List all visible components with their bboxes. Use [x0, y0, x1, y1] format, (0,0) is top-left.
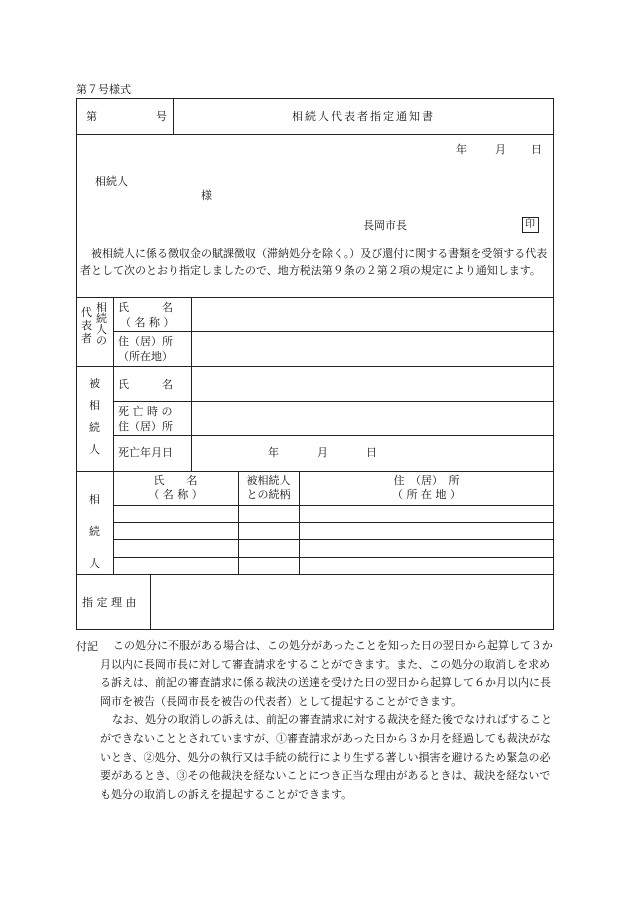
date-month: 月: [495, 143, 506, 156]
rep-inner-char-3: 人: [96, 323, 107, 336]
rep-inner-char-4: の: [96, 334, 107, 347]
dec-death-month: 月: [317, 446, 328, 459]
dec-name-label: 氏 名: [118, 378, 173, 391]
decedent-top-line: [76, 366, 554, 367]
reason-label: 指 定 理 由: [82, 596, 137, 609]
notes-paragraph-1: この処分に不服がある場合は、この処分があったことを知った日の翌日から起算して３か月以内に長岡市長に対して審査請求をすることができます。また、この処分の取消しを求める訴えは、前記の審査請求に係る裁決の送達を受けた日の翌日から起算して６か月以内に長岡市を被告（長岡市長を被告の代表者）として提起することができます。: [100, 639, 553, 708]
decedent-group-label: [89, 373, 101, 461]
document-title: 相続人代表者指定通知書: [292, 110, 435, 123]
seal-mark: 印: [525, 219, 535, 230]
rep-inner-char-1: 相: [96, 301, 107, 314]
notes-label: 付記: [76, 640, 98, 653]
heirs-label-char-2: 続: [89, 525, 100, 538]
representative-group-label-inner: [96, 302, 108, 346]
rep-label-char-1: 代: [81, 306, 92, 319]
seal-box: [522, 217, 539, 233]
header-divider: [76, 134, 554, 135]
rep-label-char-3: 者: [81, 332, 92, 345]
heirs-row-line-4: [113, 557, 554, 558]
number-label-right: 号: [156, 110, 167, 123]
form-number: 第７号様式: [76, 83, 131, 96]
heirs-top-line: [76, 471, 554, 472]
rep-label-char-2: 表: [81, 319, 92, 332]
heirs-col-split-1: [238, 471, 239, 574]
rep-name-label: 氏 名: [118, 301, 173, 314]
heirs-col-relation-2: との続柄: [246, 488, 291, 501]
reason-split: [150, 574, 151, 630]
heirs-col-address: 住 （居） 所: [393, 474, 460, 487]
dec-address-label-1: 死 亡 時 の: [118, 405, 173, 418]
form-frame: [76, 98, 554, 630]
heirs-col-relation-1: 被相続人: [246, 474, 291, 487]
dec-label-char-3: 続: [89, 421, 100, 434]
rep-inner-char-2: 続: [96, 312, 107, 325]
addressee-honorific: 様: [201, 189, 212, 202]
heirs-label-char-3: 人: [89, 557, 100, 570]
heirs-col-address-sub: （ 所 在 地 ）: [392, 488, 461, 501]
issuer-name: 長岡市長: [363, 219, 407, 232]
dec-address-label-2: 住（居）所: [118, 420, 173, 433]
heirs-col-name-sub: （ 名 称 ）: [148, 488, 203, 501]
number-label-left: 第: [86, 110, 97, 123]
heirs-col-name: 氏 名: [153, 474, 198, 487]
dec-label-char-4: 人: [89, 443, 100, 456]
dec-death-date-label: 死亡年月日: [118, 446, 173, 459]
heirs-label-char-1: 相: [89, 493, 100, 506]
rep-name-sub: （ 名 称 ）: [120, 316, 175, 329]
date-day: 日: [531, 143, 542, 156]
representative-row-line: [113, 331, 554, 332]
date-year: 年: [456, 143, 467, 156]
heirs-group-label: [89, 484, 101, 580]
dec-death-year: 年: [268, 446, 279, 459]
rep-address-sub: （所在地）: [118, 350, 173, 363]
addressee-label: 相続人: [95, 175, 128, 188]
field-label-column: [191, 297, 192, 471]
notification-form: [76, 98, 554, 630]
intro-text: 被相続人に係る徴収金の賦課徴収（滞納処分を除く。）及び還付に関する書類を受領する代表者として次のとおり指定しましたので、地方税法第９条の２第２項の規定により通知します。: [80, 247, 548, 277]
notes-paragraph-2: なお、処分の取消しの訴えは、前記の審査請求に対する裁決を経た後でなければすることができないこととされていますが、①審査請求があった日から３か月を経過しても裁決がないとき、②処分、処分の執行又は手続の続行により生ずる著しい損害を避けるため緊急の必要があるとき、③その他裁決を経ないことにつき正当な理由があるときは、裁決を経ないでも処分の取消しの訴えを提起することができます。: [100, 713, 552, 801]
heirs-row-line-2: [113, 522, 554, 523]
representative-top-line: [76, 297, 554, 298]
dec-label-char-1: 被: [89, 377, 100, 390]
heirs-row-line-3: [113, 539, 554, 540]
group-label-column: [113, 297, 114, 574]
heirs-row-line-1: [113, 505, 554, 506]
reason-top-line: [76, 574, 554, 575]
decedent-row-line-2: [113, 435, 554, 436]
representative-group-label: [81, 306, 93, 345]
rep-address-label: 住（居）所: [118, 335, 173, 348]
appended-notes: [76, 637, 556, 804]
decedent-row-line-1: [113, 401, 554, 402]
heirs-col-split-2: [299, 471, 300, 574]
dec-death-day: 日: [366, 446, 377, 459]
dec-label-char-2: 相: [89, 399, 100, 412]
